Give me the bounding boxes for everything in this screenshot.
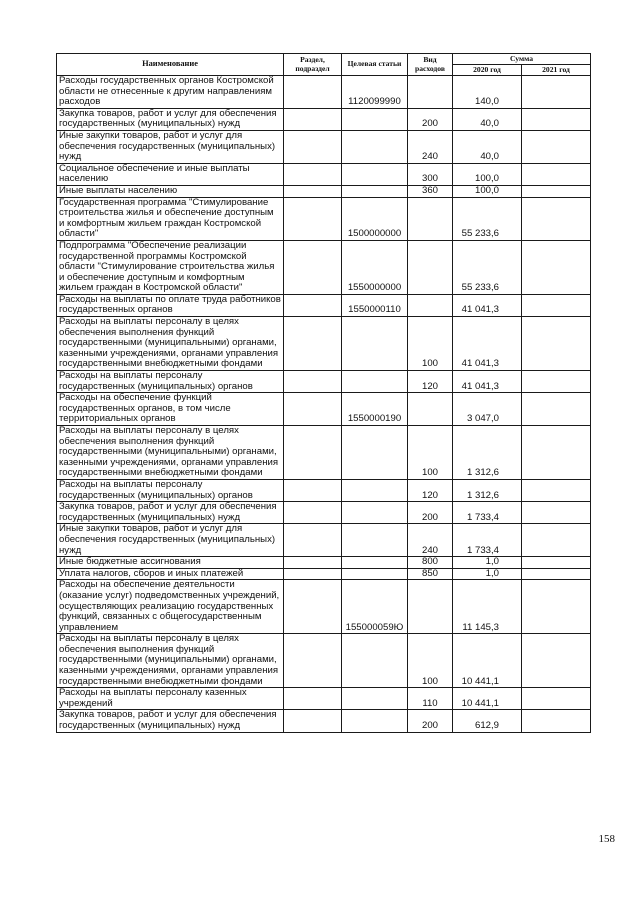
row-amount-2021 [522, 108, 591, 130]
row-name: Иные закупки товаров, работ и услуг для обеспечения государственных (муниципальных) нужд [57, 130, 284, 163]
row-type: 360 [408, 185, 453, 197]
row-section [284, 568, 342, 580]
table-row [57, 185, 591, 197]
row-amount-2021 [522, 185, 591, 197]
row-amount-2021 [522, 557, 591, 569]
table-row [57, 294, 591, 316]
page-number: 158 [598, 833, 615, 845]
row-type [408, 393, 453, 426]
table-row [57, 502, 591, 524]
row-amount-2021 [522, 294, 591, 316]
header-name: Наименование [57, 54, 284, 76]
row-name: Расходы на выплаты персоналу государственных (муниципальных) органов [57, 479, 284, 501]
row-target [342, 502, 408, 524]
table-row [57, 76, 591, 109]
row-amount-2020: 1,0 [453, 557, 522, 569]
row-type [408, 294, 453, 316]
table-body [57, 76, 591, 733]
row-amount-2020: 41 041,3 [453, 294, 522, 316]
row-type: 120 [408, 479, 453, 501]
table-row [57, 688, 591, 710]
header-year-2021: 2021 год [522, 65, 591, 76]
row-amount-2021 [522, 163, 591, 185]
row-amount-2020: 100,0 [453, 185, 522, 197]
row-amount-2020: 140,0 [453, 76, 522, 109]
row-section [284, 240, 342, 294]
table-row [57, 479, 591, 501]
row-amount-2021 [522, 568, 591, 580]
row-target [342, 688, 408, 710]
row-name: Иные бюджетные ассигнования [57, 557, 284, 569]
row-target [342, 524, 408, 557]
row-type [408, 240, 453, 294]
row-section [284, 393, 342, 426]
row-amount-2021 [522, 479, 591, 501]
row-name: Расходы на обеспечение деятельности (оказание услуг) подведомственных учреждений, осуществляющих реализацию государственных функций, связанных с общегосударственным управлением [57, 580, 284, 634]
row-section [284, 76, 342, 109]
row-type: 100 [408, 317, 453, 371]
row-amount-2021 [522, 240, 591, 294]
row-section [284, 580, 342, 634]
row-target [342, 130, 408, 163]
row-amount-2020: 40,0 [453, 108, 522, 130]
row-name: Иные выплаты населению [57, 185, 284, 197]
row-type [408, 580, 453, 634]
row-name: Социальное обеспечение и иные выплаты населению [57, 163, 284, 185]
row-target [342, 710, 408, 732]
table-row [57, 317, 591, 371]
header-section: Раздел, подраздел [284, 54, 342, 76]
row-name: Закупка товаров, работ и услуг для обеспечения государственных (муниципальных) нужд [57, 710, 284, 732]
header-sum: Сумма [453, 54, 591, 65]
row-type: 100 [408, 634, 453, 688]
row-amount-2020: 40,0 [453, 130, 522, 163]
budget-table-sheet [56, 53, 590, 733]
table-row [57, 710, 591, 732]
row-name: Расходы на выплаты персоналу казенных учреждений [57, 688, 284, 710]
row-amount-2020: 11 145,3 [453, 580, 522, 634]
row-name: Уплата налогов, сборов и иных платежей [57, 568, 284, 580]
row-section [284, 130, 342, 163]
table-row [57, 568, 591, 580]
row-target: 1120099990 [342, 76, 408, 109]
row-target [342, 108, 408, 130]
row-amount-2021 [522, 393, 591, 426]
row-name: Государственная программа "Стимулирование строительства жилья и обеспечение доступным и комфортным жильем граждан Костромской области" [57, 197, 284, 240]
header-type: Вид расходов [408, 54, 453, 76]
row-section [284, 185, 342, 197]
row-target: 155000059Ю [342, 580, 408, 634]
row-name: Иные закупки товаров, работ и услуг для обеспечения государственных (муниципальных) нужд [57, 524, 284, 557]
row-name: Закупка товаров, работ и услуг для обеспечения государственных (муниципальных) нужд [57, 502, 284, 524]
row-name: Закупка товаров, работ и услуг для обеспечения государственных (муниципальных) нужд [57, 108, 284, 130]
row-section [284, 524, 342, 557]
row-amount-2020: 55 233,6 [453, 240, 522, 294]
row-name: Расходы на выплаты по оплате труда работников государственных органов [57, 294, 284, 316]
row-amount-2020: 612,9 [453, 710, 522, 732]
row-amount-2021 [522, 371, 591, 393]
row-name: Расходы на выплаты персоналу в целях обеспечения выполнения функций государственными (муниципальными) органами, казенными учреждениями, органами управления государственными внебюджетными фондами [57, 426, 284, 480]
row-section [284, 163, 342, 185]
row-target: 1550000000 [342, 240, 408, 294]
row-amount-2021 [522, 197, 591, 240]
row-target [342, 185, 408, 197]
row-amount-2021 [522, 524, 591, 557]
table-row [57, 163, 591, 185]
row-type: 300 [408, 163, 453, 185]
row-amount-2020: 1 312,6 [453, 426, 522, 480]
row-amount-2020: 1 733,4 [453, 524, 522, 557]
row-amount-2021 [522, 710, 591, 732]
row-section [284, 108, 342, 130]
row-amount-2020: 41 041,3 [453, 371, 522, 393]
header-target: Целевая статьи [342, 54, 408, 76]
row-target [342, 426, 408, 480]
table-row [57, 371, 591, 393]
row-type: 240 [408, 130, 453, 163]
header-year-2020: 2020 год [453, 65, 522, 76]
row-section [284, 197, 342, 240]
row-type: 120 [408, 371, 453, 393]
row-amount-2020: 100,0 [453, 163, 522, 185]
row-amount-2020: 1 312,6 [453, 479, 522, 501]
row-target [342, 568, 408, 580]
row-name: Расходы на выплаты персоналу в целях обеспечения выполнения функций государственными (муниципальными) органами, казенными учреждениями, органами управления государственными внебюджетными фондами [57, 634, 284, 688]
row-name: Расходы на выплаты персоналу в целях обеспечения выполнения функций государственными (муниципальными) органами, казенными учреждениями, органами управления государственными внебюджетными фондами [57, 317, 284, 371]
row-name: Расходы государственных органов Костромской области не отнесенные к другим направлениям расходов [57, 76, 284, 109]
row-target [342, 634, 408, 688]
row-type: 800 [408, 557, 453, 569]
row-name: Расходы на выплаты персоналу государственных (муниципальных) органов [57, 371, 284, 393]
row-type: 200 [408, 108, 453, 130]
row-section [284, 317, 342, 371]
row-amount-2020: 55 233,6 [453, 197, 522, 240]
budget-table [56, 53, 591, 733]
row-section [284, 710, 342, 732]
row-type: 200 [408, 710, 453, 732]
row-amount-2021 [522, 634, 591, 688]
table-row [57, 580, 591, 634]
table-row [57, 240, 591, 294]
row-amount-2021 [522, 130, 591, 163]
table-row [57, 108, 591, 130]
table-row [57, 130, 591, 163]
row-target: 1500000000 [342, 197, 408, 240]
row-type [408, 197, 453, 240]
row-amount-2020: 10 441,1 [453, 634, 522, 688]
row-amount-2020: 1,0 [453, 568, 522, 580]
row-type: 240 [408, 524, 453, 557]
row-target [342, 317, 408, 371]
table-row [57, 197, 591, 240]
table-row [57, 393, 591, 426]
table-row [57, 426, 591, 480]
row-amount-2020: 41 041,3 [453, 317, 522, 371]
row-amount-2021 [522, 580, 591, 634]
table-row [57, 557, 591, 569]
row-target [342, 163, 408, 185]
row-type: 100 [408, 426, 453, 480]
row-section [284, 502, 342, 524]
row-target: 1550000110 [342, 294, 408, 316]
row-target: 1550000190 [342, 393, 408, 426]
row-name: Расходы на обеспечение функций государственных органов, в том числе территориальных органов [57, 393, 284, 426]
row-section [284, 371, 342, 393]
row-section [284, 479, 342, 501]
row-target [342, 557, 408, 569]
row-section [284, 294, 342, 316]
row-type: 200 [408, 502, 453, 524]
row-amount-2021 [522, 426, 591, 480]
row-amount-2020: 10 441,1 [453, 688, 522, 710]
table-row [57, 634, 591, 688]
row-section [284, 634, 342, 688]
row-section [284, 557, 342, 569]
table-row [57, 524, 591, 557]
table-header [57, 54, 591, 76]
row-amount-2021 [522, 317, 591, 371]
row-target [342, 479, 408, 501]
row-amount-2020: 1 733,4 [453, 502, 522, 524]
row-section [284, 688, 342, 710]
row-amount-2020: 3 047,0 [453, 393, 522, 426]
row-type: 850 [408, 568, 453, 580]
row-type: 110 [408, 688, 453, 710]
row-type [408, 76, 453, 109]
row-name: Подпрограмма "Обеспечение реализации государственной программы Костромской области "Стимулирование строительства жилья и обеспечение доступным и комфортным жильем граждан в Костромской области" [57, 240, 284, 294]
row-target [342, 371, 408, 393]
row-amount-2021 [522, 76, 591, 109]
row-section [284, 426, 342, 480]
row-amount-2021 [522, 502, 591, 524]
row-amount-2021 [522, 688, 591, 710]
